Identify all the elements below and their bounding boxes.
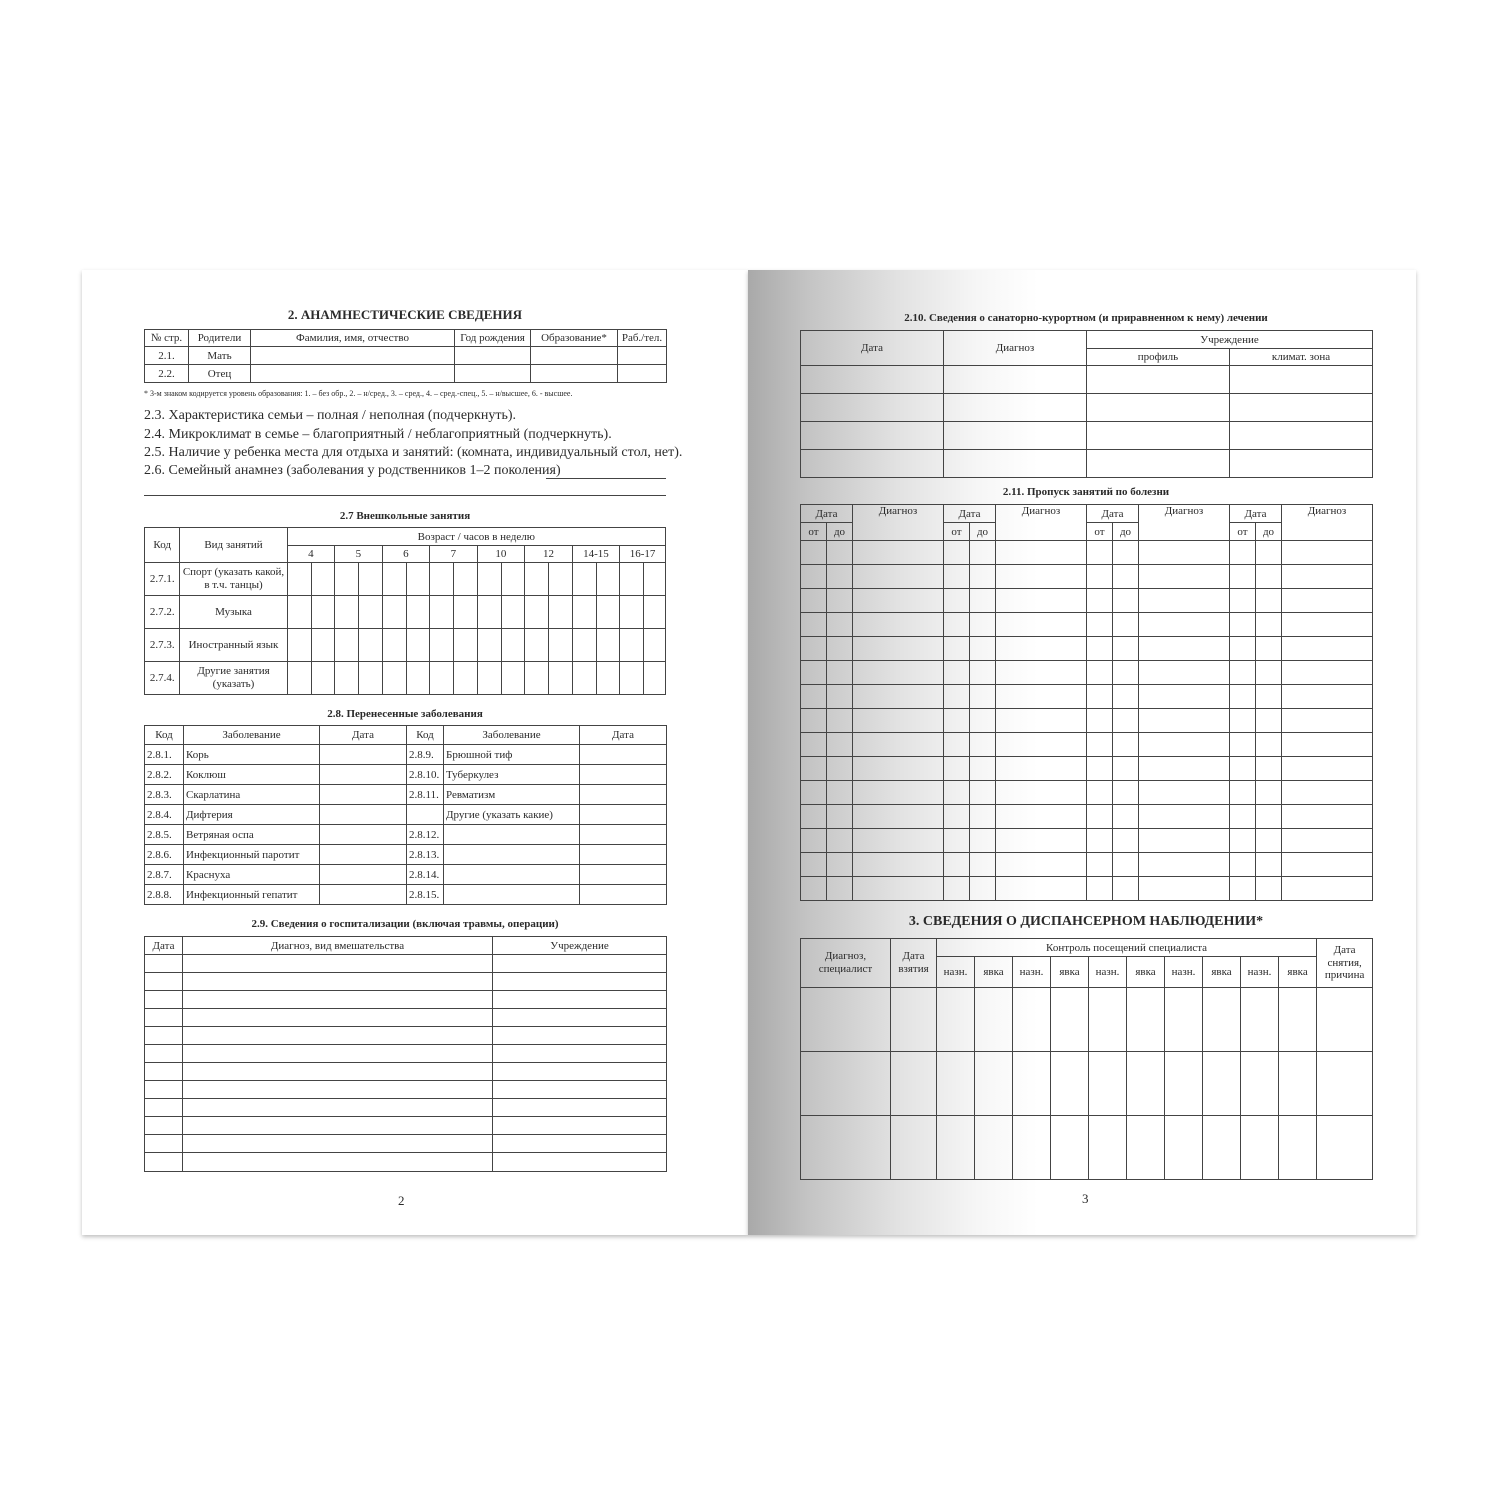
- hours-cell[interactable]: [311, 596, 334, 629]
- hours-cell[interactable]: [596, 596, 619, 629]
- table-row[interactable]: [145, 955, 667, 973]
- hours-cell[interactable]: [406, 563, 429, 596]
- date-cell[interactable]: [320, 885, 407, 905]
- disease-code: 2.8.9.: [407, 745, 444, 765]
- table-row: [145, 805, 667, 825]
- table-row[interactable]: [801, 394, 1373, 422]
- table-row[interactable]: [145, 1135, 667, 1153]
- hours-cell[interactable]: [287, 596, 311, 629]
- to-header: до: [827, 523, 853, 541]
- hours-cell[interactable]: [359, 662, 382, 695]
- family-history-line: 2.6. Семейный анамнез (заболевания у родственников 1–2 поколения): [144, 463, 561, 478]
- absence-title: 2.11. Пропуск занятий по болезни: [1002, 486, 1170, 498]
- table-row: [145, 745, 667, 765]
- attended-header: явка: [975, 957, 1013, 988]
- disease-name-field[interactable]: [444, 865, 580, 885]
- absence-header: Диагноз: [1139, 505, 1230, 541]
- table-row[interactable]: [801, 613, 1373, 637]
- disease-name: Ветряная оспа: [184, 825, 320, 845]
- sanatorium-title: 2.10. Сведения о санаторно-курортном (и приравненном к нему) лечении: [904, 312, 1268, 324]
- disease-code: 2.8.11.: [407, 785, 444, 805]
- table-row[interactable]: [145, 991, 667, 1009]
- disease-name: Туберкулез: [444, 765, 580, 785]
- diseases-header: Код: [145, 726, 184, 745]
- activity-code: 2.7.3.: [145, 629, 180, 662]
- sanatorium-table: [800, 330, 1373, 478]
- activity-code: 2.7.1.: [145, 563, 180, 596]
- hours-cell[interactable]: [644, 563, 666, 596]
- disease-name-field[interactable]: [444, 825, 580, 845]
- assigned-header: назн.: [1165, 957, 1203, 988]
- left-page: [82, 270, 748, 1235]
- table-row[interactable]: [145, 1027, 667, 1045]
- hours-cell[interactable]: [596, 629, 619, 662]
- disease-name: Брюшной тиф: [444, 745, 580, 765]
- table-cell: Отец: [189, 365, 251, 383]
- table-row: [145, 629, 666, 662]
- family-type-line: 2.3. Характеристика семьи – полная / неполная (подчеркнуть).: [144, 408, 517, 423]
- table-row[interactable]: [801, 733, 1373, 757]
- family-history-field[interactable]: [546, 478, 666, 479]
- table-cell: 2.1.: [145, 347, 189, 365]
- hours-cell[interactable]: [620, 596, 644, 629]
- disease-code: 2.8.12.: [407, 825, 444, 845]
- from-header: от: [801, 523, 827, 541]
- table-cell: Мать: [189, 347, 251, 365]
- disease-code: 2.8.15.: [407, 885, 444, 905]
- absence-table: [800, 504, 1373, 901]
- date-cell[interactable]: [580, 805, 667, 825]
- table-row[interactable]: [145, 1117, 667, 1135]
- table-row[interactable]: [145, 1099, 667, 1117]
- table-row: [145, 845, 667, 865]
- sanatorium-header: Диагноз: [944, 331, 1087, 366]
- table-row: [145, 765, 667, 785]
- date-cell[interactable]: [320, 825, 407, 845]
- disease-code: 2.8.1.: [145, 745, 184, 765]
- hours-cell[interactable]: [477, 563, 501, 596]
- input-cell[interactable]: [455, 347, 531, 365]
- age-header: 6: [382, 546, 430, 563]
- hospital-table: [144, 936, 667, 1172]
- hours-cell[interactable]: [430, 563, 454, 596]
- disease-name: Коклюш: [184, 765, 320, 785]
- age-header: 7: [430, 546, 478, 563]
- hours-cell[interactable]: [335, 662, 359, 695]
- attended-header: явка: [1127, 957, 1165, 988]
- attended-header: явка: [1279, 957, 1317, 988]
- hours-cell[interactable]: [359, 596, 382, 629]
- attended-header: явка: [1203, 957, 1241, 988]
- sanatorium-header: Учреждение: [1087, 331, 1373, 349]
- hospital-header: Дата: [145, 937, 183, 955]
- from-header: от: [1087, 523, 1113, 541]
- hours-cell[interactable]: [549, 629, 572, 662]
- age-header: 10: [477, 546, 525, 563]
- date-cell[interactable]: [320, 785, 407, 805]
- hours-cell[interactable]: [620, 563, 644, 596]
- table-row[interactable]: [145, 1009, 667, 1027]
- absence-header: Дата: [801, 505, 853, 523]
- family-history-field[interactable]: [144, 495, 666, 496]
- parents-table: [144, 329, 667, 383]
- attended-header: явка: [1051, 957, 1089, 988]
- date-cell[interactable]: [580, 765, 667, 785]
- hours-cell[interactable]: [644, 596, 666, 629]
- age-header: 16-17: [620, 546, 666, 563]
- age-header: 14-15: [572, 546, 620, 563]
- input-cell[interactable]: [531, 347, 618, 365]
- table-row[interactable]: [801, 589, 1373, 613]
- disease-code: 2.8.10.: [407, 765, 444, 785]
- table-row[interactable]: [801, 988, 1373, 1052]
- table-row[interactable]: [801, 829, 1373, 853]
- table-row: [145, 785, 667, 805]
- dispensary-header: Диагноз, специалист: [801, 939, 891, 988]
- table-row: [145, 596, 666, 629]
- disease-code: 2.8.5.: [145, 825, 184, 845]
- hours-cell[interactable]: [525, 596, 549, 629]
- hours-cell[interactable]: [382, 662, 406, 695]
- hours-cell[interactable]: [549, 596, 572, 629]
- activities-table: [144, 527, 666, 695]
- disease-code: 2.8.4.: [145, 805, 184, 825]
- sanatorium-header: Дата: [801, 331, 944, 366]
- hours-cell[interactable]: [382, 596, 406, 629]
- hospital-header: Диагноз, вид вмешательства: [183, 937, 493, 955]
- diseases-header: Заболевание: [184, 726, 320, 745]
- diseases-header: Дата: [320, 726, 407, 745]
- date-cell[interactable]: [320, 745, 407, 765]
- disease-code: 2.8.7.: [145, 865, 184, 885]
- page-number: 2: [398, 1193, 405, 1208]
- hours-cell[interactable]: [477, 596, 501, 629]
- hours-cell[interactable]: [382, 629, 406, 662]
- hours-cell[interactable]: [596, 563, 619, 596]
- footnote: * 3-м знаком кодируется уровень образования: 1. – без обр., 2. – н/сред., 3. – сред., 4. – сред.-спец., 5. – н/высшее, 6. - высшее.: [144, 389, 573, 398]
- hours-cell[interactable]: [359, 629, 382, 662]
- activities-header: Вид занятий: [180, 528, 287, 563]
- hours-cell[interactable]: [430, 662, 454, 695]
- table-row[interactable]: [145, 973, 667, 991]
- table-row[interactable]: [801, 1116, 1373, 1180]
- input-cell[interactable]: [618, 347, 667, 365]
- dispensary-table: [800, 938, 1373, 1180]
- absence-header: Диагноз: [853, 505, 944, 541]
- hours-cell[interactable]: [596, 662, 619, 695]
- hours-cell[interactable]: [501, 596, 524, 629]
- hours-cell[interactable]: [525, 563, 549, 596]
- dispensary-header: Контроль посещений специалиста: [937, 939, 1317, 957]
- disease-name: Корь: [184, 745, 320, 765]
- table-row[interactable]: [145, 1153, 667, 1172]
- date-cell[interactable]: [580, 885, 667, 905]
- diseases-header: Дата: [580, 726, 667, 745]
- activity-code: 2.7.4.: [145, 662, 180, 695]
- dispensary-header: Дата взятия: [891, 939, 937, 988]
- parents-header: Родители: [189, 330, 251, 347]
- right-page: [748, 270, 1416, 1235]
- table-row[interactable]: [801, 1052, 1373, 1116]
- activity-name: Музыка: [180, 596, 287, 629]
- activity-name: Другие занятия (указать): [180, 662, 287, 695]
- hours-cell[interactable]: [406, 662, 429, 695]
- hospital-title: 2.9. Сведения о госпитализации (включая травмы, операции): [251, 918, 559, 930]
- hours-cell[interactable]: [644, 629, 666, 662]
- absence-rows: [801, 541, 1373, 901]
- table-row[interactable]: [801, 366, 1373, 394]
- table-row[interactable]: [801, 805, 1373, 829]
- disease-name: Инфекционный паротит: [184, 845, 320, 865]
- hours-cell[interactable]: [454, 629, 477, 662]
- hours-cell[interactable]: [287, 629, 311, 662]
- from-header: от: [944, 523, 970, 541]
- parents-header: № стр.: [145, 330, 189, 347]
- table-row[interactable]: [801, 781, 1373, 805]
- input-cell[interactable]: [455, 365, 531, 383]
- date-cell[interactable]: [580, 745, 667, 765]
- hours-cell[interactable]: [644, 662, 666, 695]
- activities-header: Возраст / часов в неделю: [287, 528, 665, 546]
- hours-cell[interactable]: [430, 596, 454, 629]
- age-header: 12: [525, 546, 573, 563]
- hours-cell[interactable]: [335, 596, 359, 629]
- hours-cell[interactable]: [311, 629, 334, 662]
- hours-cell[interactable]: [454, 563, 477, 596]
- hours-cell[interactable]: [359, 563, 382, 596]
- hours-cell[interactable]: [382, 563, 406, 596]
- activity-code: 2.7.2.: [145, 596, 180, 629]
- parents-header: Раб./тел.: [618, 330, 667, 347]
- absence-header: Диагноз: [996, 505, 1087, 541]
- hours-cell[interactable]: [335, 563, 359, 596]
- microclimate-line: 2.4. Микроклимат в семье – благоприятный / неблагоприятный (подчеркнуть).: [144, 427, 612, 442]
- absence-header: Диагноз: [1282, 505, 1373, 541]
- hours-cell[interactable]: [572, 662, 596, 695]
- parents-header: Образование*: [531, 330, 618, 347]
- hours-cell[interactable]: [430, 629, 454, 662]
- table-row[interactable]: [801, 685, 1373, 709]
- dispensary-title: 3. СВЕДЕНИЯ О ДИСПАНСЕРНОМ НАБЛЮДЕНИИ*: [908, 914, 1264, 929]
- disease-code: 2.8.14.: [407, 865, 444, 885]
- hours-cell[interactable]: [549, 662, 572, 695]
- hours-cell[interactable]: [335, 629, 359, 662]
- table-row[interactable]: [801, 541, 1373, 565]
- disease-name: Ревматизм: [444, 785, 580, 805]
- hours-cell[interactable]: [620, 629, 644, 662]
- table-row[interactable]: [801, 757, 1373, 781]
- hospital-header: Учреждение: [493, 937, 667, 955]
- table-row[interactable]: [801, 450, 1373, 478]
- date-cell[interactable]: [320, 805, 407, 825]
- diseases-header: Код: [407, 726, 444, 745]
- disease-code: 2.8.2.: [145, 765, 184, 785]
- table-row[interactable]: [801, 853, 1373, 877]
- date-cell[interactable]: [580, 845, 667, 865]
- date-cell[interactable]: [320, 845, 407, 865]
- table-row: [145, 563, 666, 596]
- hours-cell[interactable]: [477, 629, 501, 662]
- disease-name: Дифтерия: [184, 805, 320, 825]
- date-cell[interactable]: [580, 865, 667, 885]
- disease-name: Инфекционный гепатит: [184, 885, 320, 905]
- table-row[interactable]: [801, 877, 1373, 901]
- input-cell[interactable]: [618, 365, 667, 383]
- to-header: до: [1256, 523, 1282, 541]
- date-cell[interactable]: [580, 825, 667, 845]
- disease-code: 2.8.3.: [145, 785, 184, 805]
- hours-cell[interactable]: [620, 662, 644, 695]
- hours-cell[interactable]: [549, 563, 572, 596]
- date-cell[interactable]: [320, 865, 407, 885]
- hours-cell[interactable]: [406, 629, 429, 662]
- age-header: 4: [287, 546, 335, 563]
- table-row[interactable]: [801, 565, 1373, 589]
- input-cell[interactable]: [251, 365, 455, 383]
- table-row[interactable]: [801, 661, 1373, 685]
- disease-code: 2.8.8.: [145, 885, 184, 905]
- hours-cell[interactable]: [406, 596, 429, 629]
- dispensary-header: Дата снятия, причина: [1317, 939, 1373, 988]
- assigned-header: назн.: [937, 957, 975, 988]
- sanatorium-header: профиль: [1087, 349, 1230, 366]
- hours-cell[interactable]: [525, 662, 549, 695]
- diseases-header: Заболевание: [444, 726, 580, 745]
- table-row: [145, 662, 666, 695]
- activity-name: Иностранный язык: [180, 629, 287, 662]
- date-cell[interactable]: [580, 785, 667, 805]
- hours-cell[interactable]: [287, 662, 311, 695]
- hours-cell[interactable]: [311, 563, 334, 596]
- hours-cell[interactable]: [501, 563, 524, 596]
- hours-cell[interactable]: [525, 629, 549, 662]
- disease-code: [407, 805, 444, 825]
- to-header: до: [970, 523, 996, 541]
- disease-name: Другие (указать какие): [444, 805, 580, 825]
- absence-header: Дата: [1230, 505, 1282, 523]
- hours-cell[interactable]: [572, 629, 596, 662]
- from-header: от: [1230, 523, 1256, 541]
- hours-cell[interactable]: [572, 596, 596, 629]
- sanatorium-header: климат. зона: [1230, 349, 1373, 366]
- table-row[interactable]: [145, 1081, 667, 1099]
- table-row[interactable]: [145, 1045, 667, 1063]
- input-cell[interactable]: [531, 365, 618, 383]
- hours-cell[interactable]: [572, 563, 596, 596]
- parents-header: Год рождения: [455, 330, 531, 347]
- hours-cell[interactable]: [501, 662, 524, 695]
- disease-name: Краснуха: [184, 865, 320, 885]
- disease-code: 2.8.6.: [145, 845, 184, 865]
- table-row[interactable]: [801, 709, 1373, 733]
- table-row[interactable]: [801, 637, 1373, 661]
- table-row[interactable]: [145, 1063, 667, 1081]
- assigned-header: назн.: [1013, 957, 1051, 988]
- hours-cell[interactable]: [454, 596, 477, 629]
- hours-cell[interactable]: [477, 662, 501, 695]
- activities-header: Код: [145, 528, 180, 563]
- hours-cell[interactable]: [501, 629, 524, 662]
- table-row: [145, 885, 667, 905]
- assigned-header: назн.: [1241, 957, 1279, 988]
- age-header: 5: [335, 546, 383, 563]
- table-row: [145, 865, 667, 885]
- parents-header: Фамилия, имя, отчество: [251, 330, 455, 347]
- to-header: до: [1113, 523, 1139, 541]
- assigned-header: назн.: [1089, 957, 1127, 988]
- hours-cell[interactable]: [454, 662, 477, 695]
- table-row: [145, 825, 667, 845]
- section-title: 2. АНАМНЕСТИЧЕСКИЕ СВЕДЕНИЯ: [287, 307, 523, 322]
- disease-name: Скарлатина: [184, 785, 320, 805]
- diseases-title: 2.8. Перенесенные заболевания: [327, 708, 483, 720]
- page-number: 3: [1082, 1191, 1089, 1206]
- date-cell[interactable]: [320, 765, 407, 785]
- absence-header: Дата: [1087, 505, 1139, 523]
- activities-title: 2.7 Внешкольные занятия: [339, 510, 471, 522]
- activity-name: Спорт (указать какой, в т.ч. танцы): [180, 563, 287, 596]
- disease-name-field[interactable]: [444, 885, 580, 905]
- hours-cell[interactable]: [311, 662, 334, 695]
- disease-name-field[interactable]: [444, 845, 580, 865]
- diseases-table: [144, 725, 667, 905]
- hours-cell[interactable]: [287, 563, 311, 596]
- table-cell: 2.2.: [145, 365, 189, 383]
- input-cell[interactable]: [251, 347, 455, 365]
- disease-code: 2.8.13.: [407, 845, 444, 865]
- table-row[interactable]: [801, 422, 1373, 450]
- rest-place-line: 2.5. Наличие у ребенка места для отдыха и занятий: (комната, индивидуальный стол, нет).: [144, 445, 683, 460]
- absence-header: Дата: [944, 505, 996, 523]
